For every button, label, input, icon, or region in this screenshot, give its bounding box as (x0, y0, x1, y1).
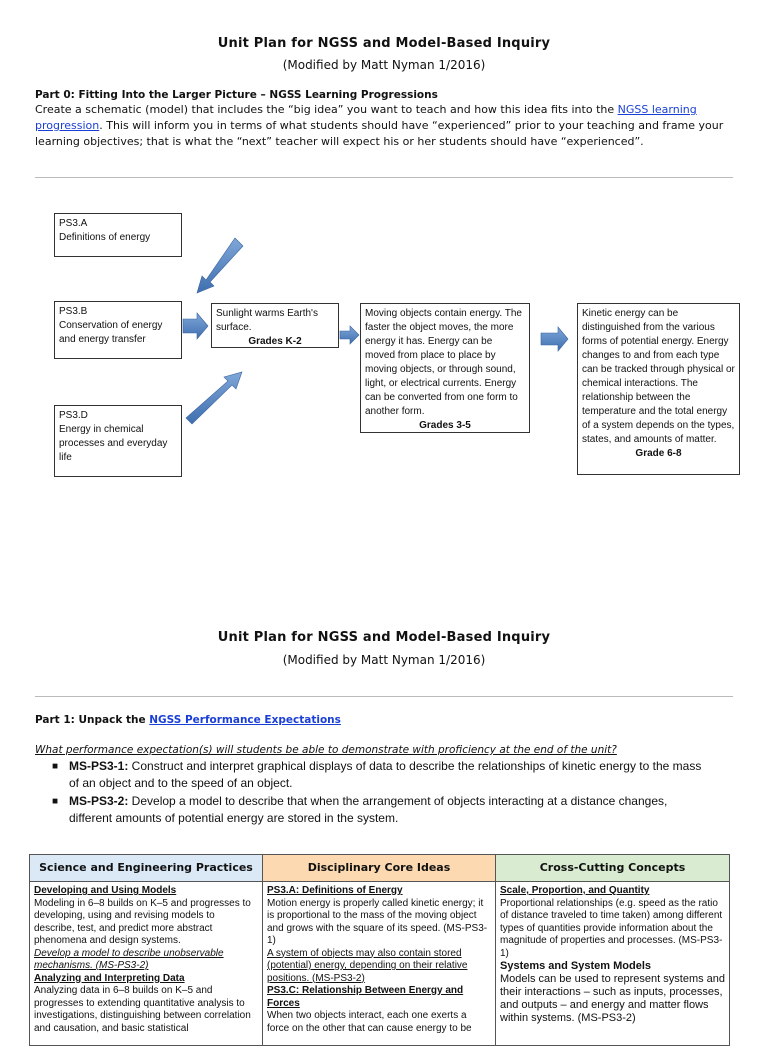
header-science-engineering-practices: Science and Engineering Practices (30, 855, 263, 882)
sep-text: Analyzing data in 6–8 builds on K–5 and progresses to extending quantitative analysis to investigations, distinguishing between correlation and causation, and basic statistical (34, 985, 251, 1034)
dci-element: A system of objects may also contain stored (potential) energy, depending on their relative positions. (MS-PS3-2) (267, 947, 468, 984)
ngss-performance-expectations-link[interactable]: NGSS Performance Expectations (149, 714, 341, 726)
sep-heading: Developing and Using Models (34, 885, 177, 896)
g35-grade: Grades 3-5 (419, 420, 471, 431)
dci-cell (263, 882, 496, 1046)
page-title: Unit Plan for NGSS and Model-Based Inquiry (217, 36, 551, 51)
ngss-learning-progression-link[interactable]: NGSS learning progression (35, 103, 697, 132)
ccc-heading: Systems and System Models (500, 960, 652, 972)
arrow-k2-to-3-5 (340, 326, 359, 344)
ccc-text: Proportional relationships (e.g. speed as the ratio of distance traveled to time taken) among different types of quantities provide information about the magnitude of properties and processes. (MS-PS3-1) (500, 897, 723, 959)
arrow-3-5-to-6-8 (541, 327, 568, 351)
k2-grade: Grades K-2 (248, 336, 302, 347)
pe-text: Construct and interpret graphical displays of data to describe the relationships of kinetic energy to the mass of an object and to the speed of an object. (69, 759, 702, 790)
header-cross-cutting-concepts: Cross-Cutting Concepts (496, 855, 730, 882)
part0-intro-text-rest: . This will inform you in terms of what students should have “experienced” prior to your teaching and frame your learning objectives; that is what the “next” teacher will expect his or her students should have “experienced”. (35, 119, 724, 148)
three-dimensions-table (29, 854, 730, 1046)
ccc-text: Models can be used to represent systems and their interactions – such as inputs, processes, and outputs – and energy and matter flows within systems. (MS-PS3-2) (500, 972, 726, 1024)
pe-item: ■ MS-PS3-1: Construct and interpret graphical displays of data to describe the relationships of kinetic energy to the mass of an object and to the speed of an object. (52, 759, 702, 790)
sep-cell (30, 882, 263, 1046)
dci-heading: PS3.C: Relationship Between Energy and Forces (267, 985, 464, 1009)
ps3d-code: PS3.D (59, 410, 88, 421)
g68-text: Kinetic energy can be distinguished from the various forms of potential energy. Energy changes to and from each type can be tracked through physical or chemical interactions. The relationship between the temperature and the total energy of a system depends on the types, states, and amounts of matter. (582, 308, 735, 445)
part1-question: What performance expectation(s) will students be able to demonstrate with proficiency at the end of the unit? (35, 744, 617, 756)
ps3b-code: PS3.B (59, 306, 88, 317)
ps3a-code: PS3.A (59, 218, 88, 229)
arrow-ps3a-to-k2 (197, 238, 243, 293)
ps3b-label: Conservation of energy and energy transfer (59, 320, 163, 345)
pe-text: Develop a model to describe that when the arrangement of objects interacting at a distance changes, different amounts of potential energy are stored in the system. (69, 794, 668, 825)
ps3a-label: Definitions of energy (59, 232, 151, 243)
sep-element: Develop a model to describe unobservable mechanisms. (MS-PS3-2) (34, 947, 224, 971)
ps3d-label: Energy in chemical processes and everyday life (59, 424, 168, 463)
sep-heading: Analyzing and Interpreting Data (34, 972, 185, 984)
g68-grade: Grade 6-8 (635, 448, 682, 459)
dci-text: Motion energy is properly called kinetic energy; it is proportional to the mass of the moving object and grows with the square of its speed. (MS-PS3-1) (267, 897, 488, 946)
arrow-ps3d-to-k2 (186, 372, 242, 424)
part1-heading-text: Part 1: Unpack the (35, 714, 150, 726)
sep-text: Modeling in 6–8 builds on K–5 and progresses to developing, using and revising models to describe, test, and predict more abstract phenomena and design systems. (34, 897, 251, 946)
pe-code: MS-PS3-1: (69, 759, 129, 773)
g35-text: Moving objects contain energy. The faster the object moves, the more energy it has. Energy can be moved from place to place by moving objects, or through sound, light, or electrical currents. Energy can be converted from one form to another form. (365, 308, 522, 417)
page-subtitle: (Modified by Matt Nyman 1/2016) (282, 58, 486, 72)
arrow-ps3b-to-k2 (183, 313, 208, 339)
page1-title: Unit Plan for NGSS and Model-Based Inquiry (217, 630, 551, 645)
ccc-cell (496, 882, 730, 1046)
dci-heading: PS3.A: Definitions of Energy (267, 885, 403, 896)
header-disciplinary-core-ideas: Disciplinary Core Ideas (263, 855, 496, 882)
part0-intro-text: Create a schematic (model) that includes the “big idea” you want to teach and how this idea fits into the (35, 103, 618, 116)
part0-heading: Part 0: Fitting Into the Larger Picture – NGSS Learning Progressions (35, 89, 438, 101)
pe-item: ■ MS-PS3-2: Develop a model to describe that when the arrangement of objects interacting at a distance changes, different amounts of potential energy are stored in the system. (52, 794, 668, 825)
ccc-heading: Scale, Proportion, and Quantity (500, 885, 650, 896)
divider-2 (35, 696, 733, 697)
page1-subtitle: (Modified by Matt Nyman 1/2016) (282, 653, 486, 667)
pe-code: MS-PS3-2: (69, 794, 129, 808)
part1-heading (35, 712, 735, 728)
k2-text: Sunlight warms Earth's surface. (216, 308, 318, 333)
dci-text: When two objects interact, each one exerts a force on the other that can cause energy to be (267, 1010, 472, 1034)
